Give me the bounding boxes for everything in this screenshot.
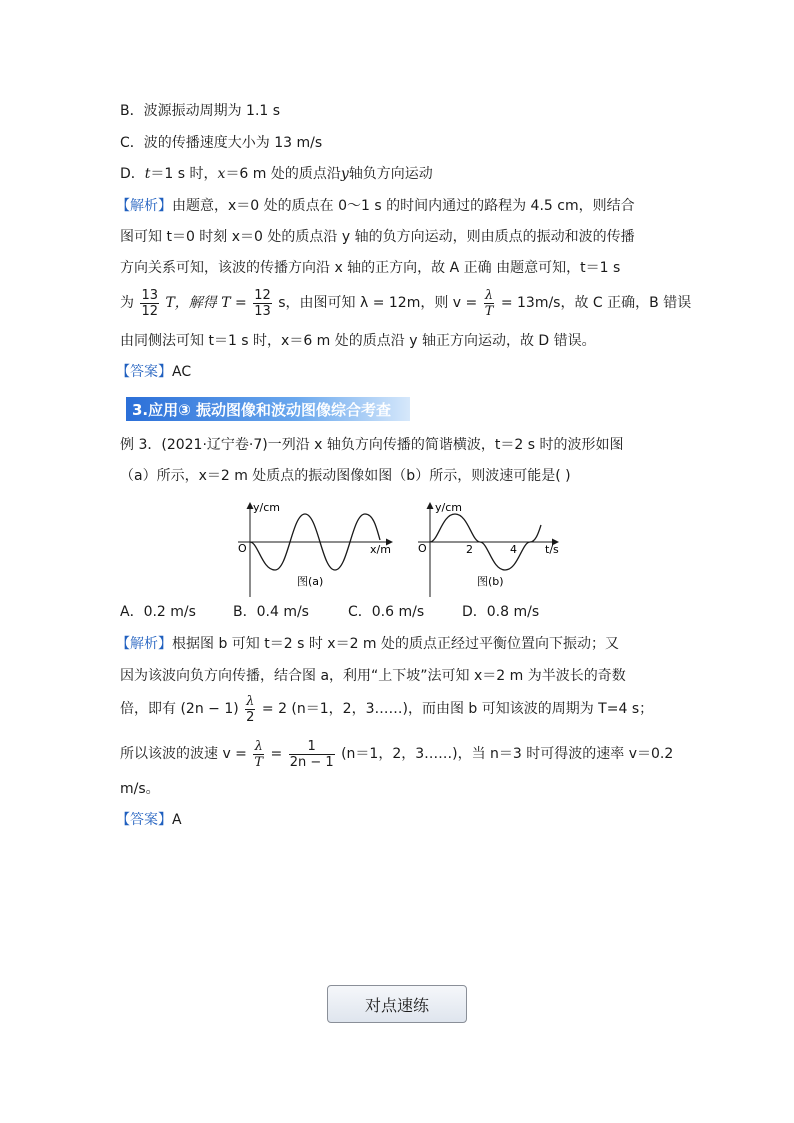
analysis-1-line-3: 方向关系可知，该波的传播方向沿 x 轴的正方向，故 A 正确 由题意可知，t＝1 s — [120, 260, 621, 276]
option-c: C．波的传播速度大小为 13 m/s — [120, 135, 323, 151]
choice-c: C．0.6 m/s — [348, 604, 425, 620]
figure-b — [418, 501, 559, 597]
answer-2: 【答案】A — [116, 812, 182, 828]
fraction: $\frac{\lambda}{2}$ — [246, 693, 255, 725]
figure-a-origin: O — [238, 542, 247, 555]
choice-b: B．0.4 m/s — [233, 604, 309, 620]
example-3-line-2: （a）所示，x＝2 m 处质点的振动图像如图（b）所示，则波速可能是( ) — [120, 468, 571, 484]
wave-figures — [0, 495, 794, 605]
analysis-2-line-1: 【解析】根据图 b 可知 t＝2 s 时 x＝2 m 处的质点正经过平衡位置向下振动；又 — [116, 636, 620, 652]
practice-button[interactable] — [327, 985, 467, 1023]
figure-b-caption: 图(b) — [477, 575, 504, 588]
figure-b-tick-2: 2 — [466, 543, 473, 556]
figure-a-xlabel: x/m — [370, 543, 391, 556]
figure-a-ylabel: y/cm — [253, 501, 280, 514]
analysis-2-line-5: m/s。 — [120, 781, 160, 797]
analysis-2-line-2: 因为该波向负方向传播，结合图 a，利用“上下坡”法可知 x＝2 m 为半波长的奇数 — [120, 668, 626, 684]
fraction: $\frac{12}{13}$ — [254, 287, 271, 319]
answer-1: 【答案】AC — [116, 364, 192, 380]
figure-a — [238, 501, 392, 597]
figure-b-xlabel: t/s — [545, 543, 559, 556]
analysis-2-line-4: 所以该波的波速 v = $\frac{\lambda}{T}$ = $\frac{1}{2n - 1}$ (n＝1，2，3……)，当 n＝3 时可得波的速率 v＝0.2 — [120, 738, 674, 770]
fraction: $\frac{\lambda}{T}$ — [254, 738, 264, 770]
analysis-label: 【解析】 — [116, 198, 172, 214]
analysis-1-line-4: 为 $\frac{13}{12}$ T，解得 T = $\frac{12}{13}$ s，由图可知 λ = 12m，则 v = $\frac{\lambda}{T}$ = 13m/s，故 C 正确，B 错误 — [120, 287, 692, 319]
analysis-1-line-1: 【解析】由题意，x＝0 处的质点在 0～1 s 的时间内通过的路程为 4.5 cm，则结合 — [116, 198, 635, 214]
analysis-1-line-5: 由同侧法可知 t＝1 s 时，x＝6 m 处的质点沿 y 轴正方向运动，故 D 错误。 — [120, 333, 596, 349]
figure-b-tick-4: 4 — [510, 543, 517, 556]
option-d: D．t＝1 s 时，x＝6 m 处的质点沿y轴负方向运动 — [120, 166, 433, 182]
figure-a-caption: 图(a) — [297, 575, 324, 588]
fraction: $\frac{1}{2n - 1}$ — [289, 738, 334, 770]
fraction: $\frac{\lambda}{T}$ — [484, 287, 494, 319]
analysis-1-line-2: 图可知 t＝0 时刻 x＝0 处的质点沿 y 轴的负方向运动，则由质点的振动和波的传播 — [120, 229, 635, 245]
figure-b-ylabel: y/cm — [435, 501, 462, 514]
example-3-line-1: 例 3．(2021·辽宁卷·7)一列沿 x 轴负方向传播的简谐横波，t＝2 s 时的波形如图 — [120, 437, 624, 453]
analysis-2-line-3: 倍，即有 (2n − 1) $\frac{\lambda}{2}$ = 2 (n＝1，2，3……)，而由图 b 可知该波的周期为 T=4 s； — [120, 693, 654, 725]
figure-b-origin: O — [418, 542, 427, 555]
fraction: $\frac{13}{12}$ — [141, 287, 158, 319]
choice-d: D．0.8 m/s — [462, 604, 540, 620]
option-b: B．波源振动周期为 1.1 s — [120, 103, 281, 119]
choice-a: A．0.2 m/s — [120, 604, 196, 620]
section-header: 3.应用③ 振动图像和波动图像综合考查 — [126, 397, 410, 421]
practice-button-label: 对点速练 — [364, 995, 429, 1015]
